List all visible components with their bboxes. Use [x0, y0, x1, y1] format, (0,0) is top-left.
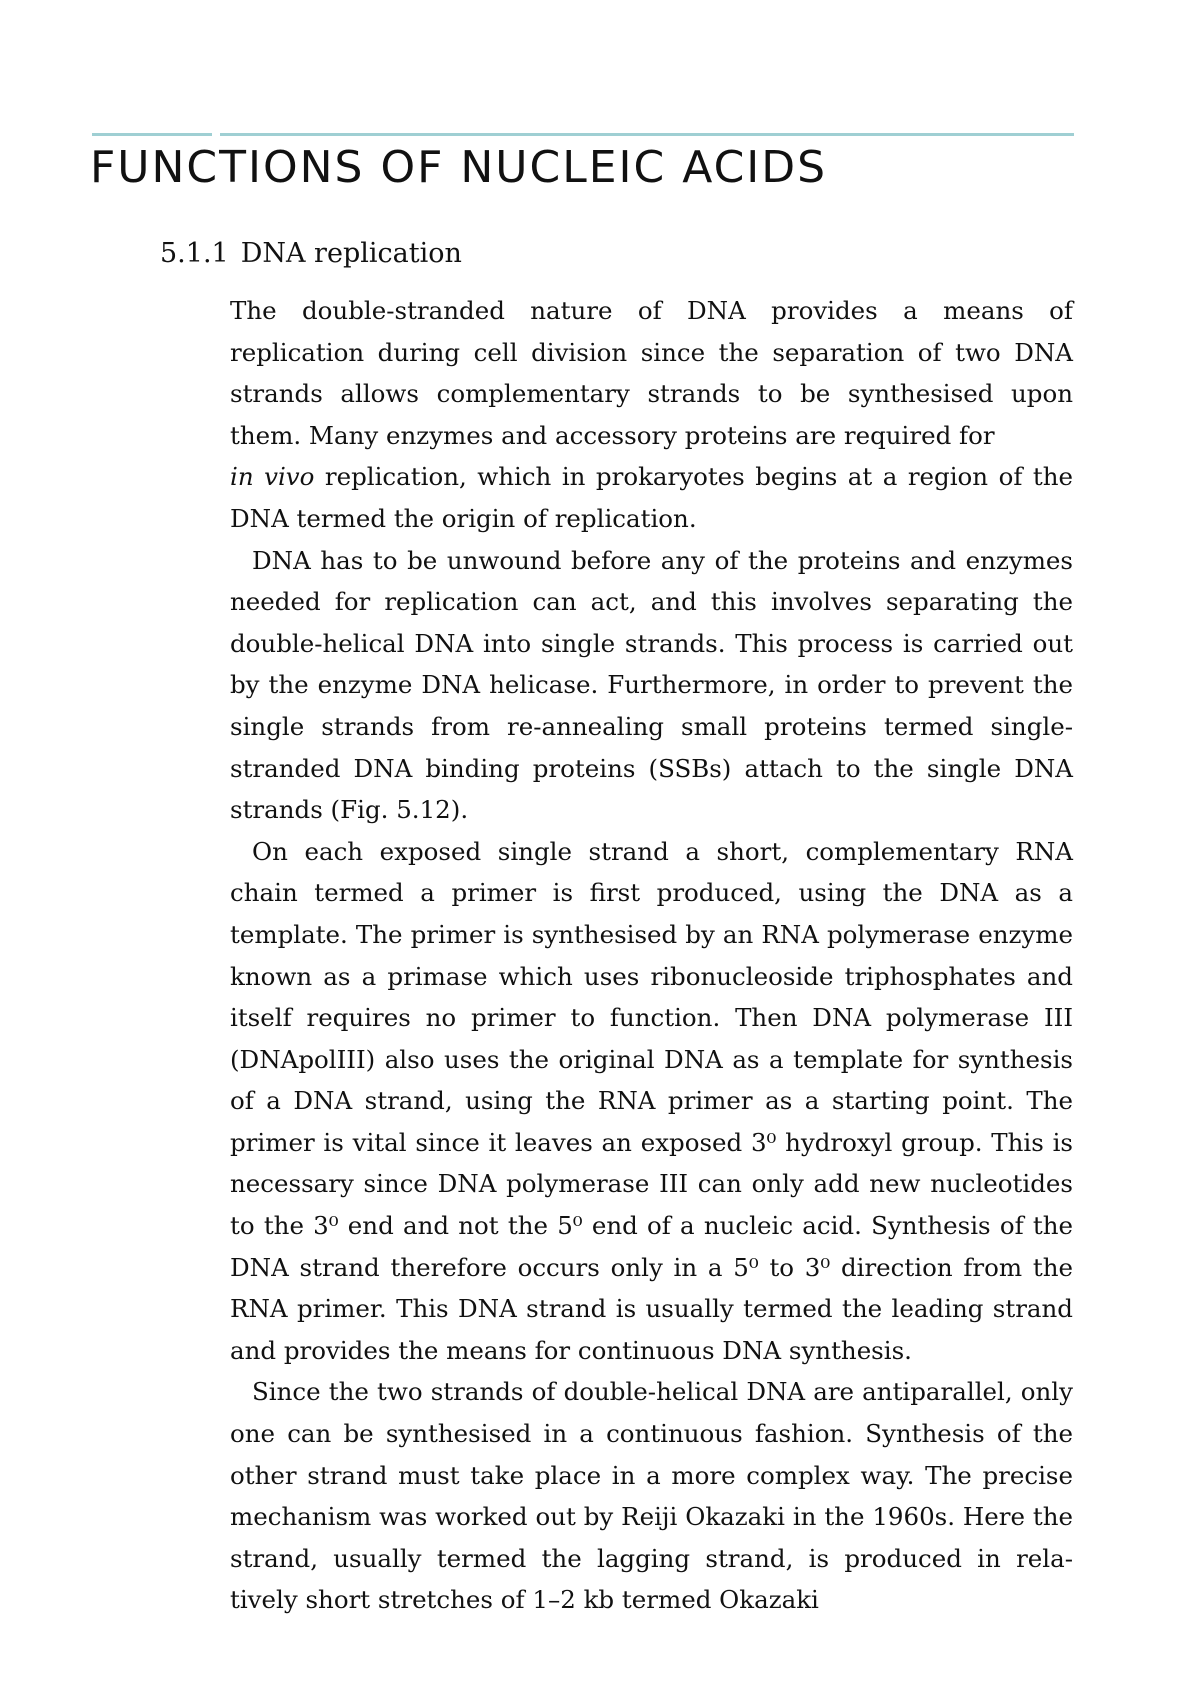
- section-heading: [160, 234, 462, 274]
- title-rule-left: [92, 133, 212, 136]
- paragraph-1: [230, 290, 1073, 540]
- title-rule-right: [220, 133, 1074, 136]
- page-title: FUNCTIONS OF NUCLEIC ACIDS: [90, 142, 828, 193]
- paragraph-1-text: The double-stranded nature of DNA provides a means of replication during cell division since the separation of two DNA strands allows complementary strands to be synthesised upon them. Many enzymes and accessory proteins are required for: [230, 296, 1073, 450]
- paragraph-1-text-after: replication, which in prokaryotes begins at a region of the DNA termed the origin of replication.: [230, 462, 1073, 533]
- section-number: 5.1.1: [160, 238, 229, 269]
- paragraph-1-italic: in vivo: [230, 462, 315, 492]
- section-title: DNA replication: [240, 238, 462, 269]
- paragraph-3: On each exposed single strand a short, complementary RNA chain termed a primer is first produced, using the DNA as a template. The primer is synthesised by an RNA polymerase enzyme known as a primase which uses ribonucleoside triphosphates and itself requires no primer to function. Then DNA polymerase III (DNApolIII) also uses the original DNA as a template for synthesis of a DNA strand, using the RNA primer as a starting point. The primer is vital since it leaves an exposed 3⁰ hydroxyl group. This is necessary since DNA polymerase III can only add new nucleotides to the 3⁰ end and not the 5⁰ end of a nucleic acid. Synthesis of the DNA strand therefore occurs only in a 5⁰ to 3⁰ direction from the RNA primer. This DNA strand is usually termed the leading strand and provides the means for continuous DNA synthesis.: [230, 836, 1073, 1365]
- body-text: [230, 290, 1073, 1621]
- paragraph-4: Since the two strands of double-helical DNA are antiparallel, only one can be synthesised in a continuous fashion. Synthesis of the other strand must take place in a more complex way. The precise mechanism was worked out by Reiji Okazaki in the 1960s. Here the strand, usually termed the lagging strand, is produced in rela- tively short stretches of 1–2 kb termed Okazaki: [230, 1377, 1073, 1615]
- paragraph-2: DNA has to be unwound before any of the proteins and enzymes needed for replication can act, and this involves separating the double-helical DNA into single strands. This process is carried out by the enzyme DNA helicase. Furthermore, in order to prevent the single strands from re-annealing small proteins termed single-stranded DNA binding proteins (SSBs) attach to the single DNA strands (Fig. 5.12).: [230, 545, 1073, 825]
